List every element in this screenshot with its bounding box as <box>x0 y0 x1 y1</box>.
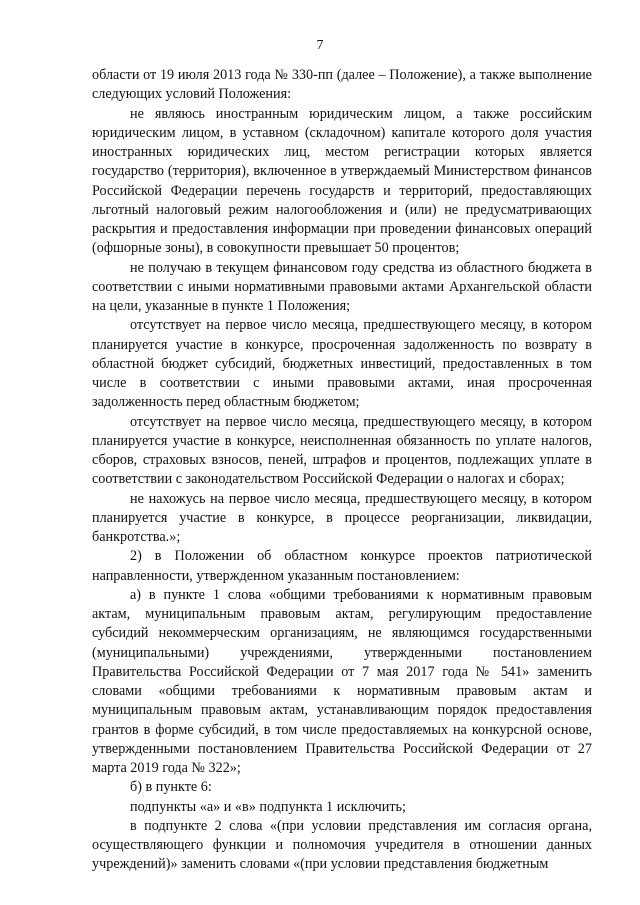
document-body <box>92 66 592 875</box>
paragraph-condition-no-overdue-debt: отсутствует на первое число месяца, предшествующего месяцу, в котором планируется участие в конкурсе, просроченная задолженность по возврату в областной бюджет субсидий, бюджетных инвестиций, предоставленных в том числе в соответствии с иными правовыми актами, иная просроченная задолженность перед областным бюджетом; <box>92 317 592 411</box>
paragraph-subitems-excluded: подпункты «а» и «в» подпункта 1 исключить; <box>130 798 406 815</box>
paragraph-item-2a: а) в пункте 1 слова «общими требованиями к нормативным правовым актам, муниципальным правовым актам, регулирующим предоставление субсидий некоммерческим организациям, не являющимся государственными (муниципальными) учреждениями, утвержденными постановлением Правительства Российской Федерации от 7 мая 2017 года № 541» заменить словами «общими требованиями к нормативным правовым актам и муниципальным правовым актам, устанавливающим порядок предоставления грантов в форме субсидий, в том числе предоставляемых на конкурсной основе, утвержденными постановлением Правительства Российской Федерации от 27 марта 2019 года № 322»; <box>92 586 592 776</box>
paragraph-subitem-2-replacement: в подпункте 2 слова «(при условии представления им согласия органа, осуществляющего функции и полномочия учредителя в отношении данных учреждений)» заменить словами «(при условии представления бюджетным <box>92 817 592 873</box>
page-number: 7 <box>316 38 324 53</box>
paragraph-item-2: 2) в Положении об областном конкурсе проектов патриотической направленности, утвержденном указанным постановлением: <box>92 548 592 584</box>
paragraph-condition-no-tax-debt: отсутствует на первое число месяца, предшествующего месяцу, в котором планируется участие в конкурсе, неисполненная обязанность по уплате налогов, сборов, страховых взносов, пеней, штрафов и процентов, подлежащих уплате в соответствии с законодательством Российской Федерации о налогах и сборах; <box>92 413 592 488</box>
paragraph-item-2b: б) в пункте 6: <box>130 779 212 796</box>
paragraph-condition-no-bankruptcy: не нахожусь на первое число месяца, предшествующего месяцу, в котором планируется участие в конкурсе, в процессе реорганизации, ликвидации, банкротства.»; <box>92 490 592 545</box>
paragraph-condition-no-budget-funds: не получаю в текущем финансовом году средства из областного бюджета в соответствии с иными нормативными правовыми актами Архангельской области на цели, указанные в пункте 1 Положения; <box>92 259 592 314</box>
paragraph-condition-foreign-entity: не являюсь иностранным юридическим лицом, а также российским юридическим лицом, в уставном (складочном) капитале которого доля участия иностранных юридических лиц, местом регистрации которых является государство (территория), включенное в утверждаемый Министерством финансов Российской Федерации перечень государств и территорий, предоставляющих льготный налоговый режим налогообложения и (или) не предусматривающих раскрытия и предоставления информации при проведении финансовых операций (офшорные зоны), в совокупности превышает 50 процентов; <box>92 105 592 257</box>
paragraph-continuation: области от 19 июля 2013 года № 330-пп (далее – Положение), а также выполнение следующих условий Положения: <box>92 67 592 103</box>
